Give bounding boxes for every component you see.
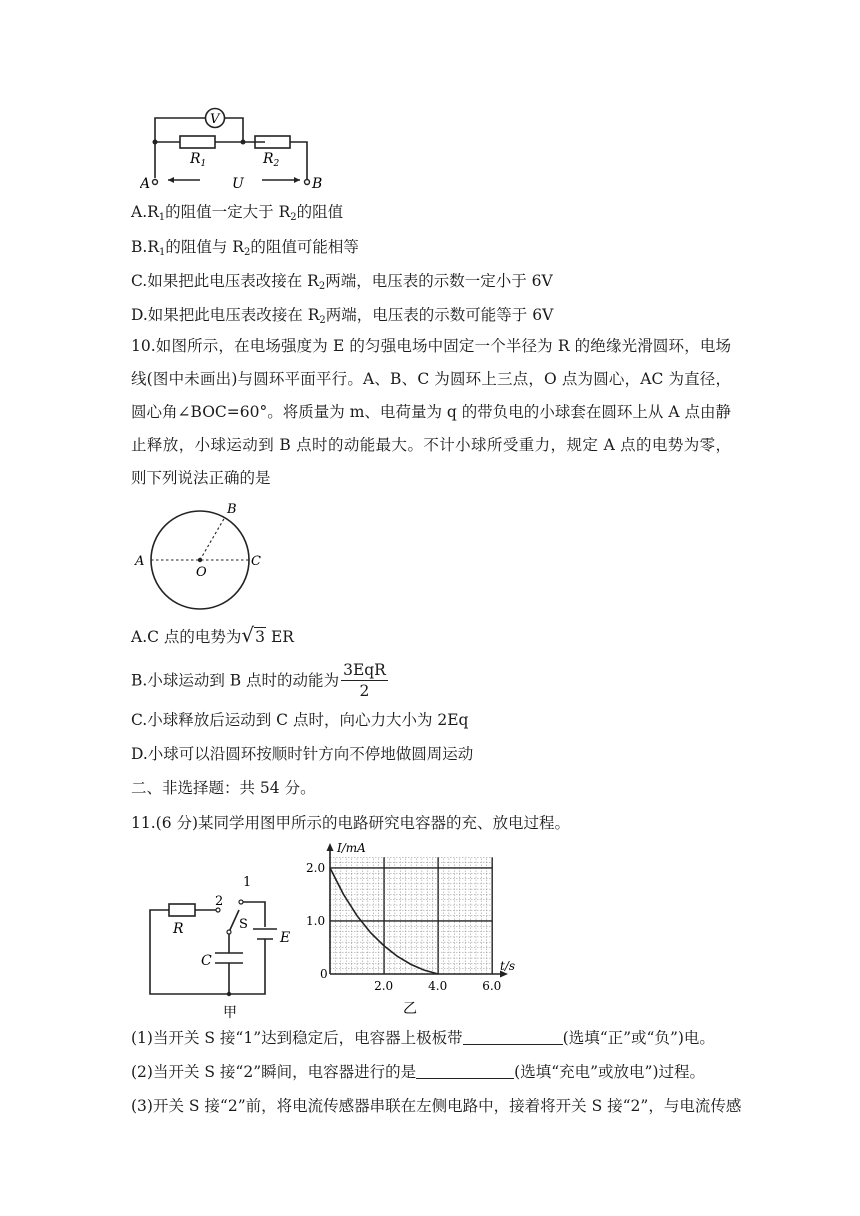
y-tick-label: 2.0 bbox=[306, 860, 326, 875]
r2-sub: 2 bbox=[273, 159, 280, 169]
fraction-denominator: 2 bbox=[359, 682, 370, 700]
x-tick-label: 6.0 bbox=[482, 979, 502, 993]
terminal-2-label: 2 bbox=[215, 894, 224, 909]
answer-blank-1[interactable] bbox=[463, 1028, 563, 1045]
caption-jia: 甲 bbox=[223, 1005, 237, 1020]
q9-option-b: $B.R_1$的阻值与 $R_2$的阻值可能相等 bbox=[131, 238, 359, 258]
terminal-a-label: A bbox=[140, 176, 151, 192]
r1-sub: 1 bbox=[200, 159, 207, 169]
q10-option-b: B.小球运动到 B 点时的动能为 $\frac{\text{3EqR}}{2}$ bbox=[131, 661, 386, 700]
terminal-b-label: B bbox=[312, 176, 323, 192]
y-tick-label: 0 bbox=[320, 967, 328, 981]
voltage-u-label: U bbox=[232, 176, 244, 192]
svg-text:R2 bbox=[262, 151, 280, 169]
y-tick-label: 1.0 bbox=[306, 913, 326, 928]
battery-e-label: E bbox=[280, 930, 291, 946]
point-b-label: B bbox=[227, 502, 237, 517]
terminal-1-label: 1 bbox=[243, 875, 252, 890]
ring-figure bbox=[133, 500, 268, 612]
q10-option-d: D.小球可以沿圆环按顺时针方向不停地做圆周运动 bbox=[131, 745, 474, 763]
q10-option-a: A.C 点的电势为√3 ER bbox=[131, 623, 294, 647]
caption-yi: 乙 bbox=[403, 1001, 417, 1017]
point-o-label: O bbox=[196, 565, 207, 580]
q11-part2: (2)当开关 S 接“2”瞬间，电容器进行的是 (选填“充电”或放电”)过程。 bbox=[131, 1063, 706, 1081]
fraction-numerator: 3EqR bbox=[343, 661, 386, 679]
r2-label: R bbox=[263, 151, 274, 167]
current-time-chart bbox=[305, 838, 525, 1018]
answer-blank-2[interactable] bbox=[416, 1062, 514, 1079]
capacitor-circuit-figure bbox=[145, 862, 295, 1020]
q9-option-c: C.如果把此电压表改接在 $R_2$两端，电压表的示数一定小于 6V bbox=[131, 272, 553, 292]
point-c-label: C bbox=[251, 554, 261, 569]
y-axis-label: I/mA bbox=[337, 841, 366, 855]
q11-part1: (1)当开关 S 接“1”达到稳定后，电容器上极板带 (选填“正”或“负”)电。 bbox=[131, 1029, 715, 1047]
x-axis-label: t/s bbox=[500, 959, 516, 973]
q9-option-d: D.如果把此电压表改接在 $R_2$两端，电压表的示数可能等于 6V bbox=[131, 306, 554, 326]
point-a-label: A bbox=[135, 554, 145, 569]
svg-text:R1 bbox=[189, 151, 206, 169]
q10-stem: 10.如图所示，在电场强度为 E 的匀强电场中固定一个半径为 R 的绝缘光滑圆环，电场线(图中未画出)与圆环平面平行。A、B、C 为圆环上三点，O 点为圆心，AC 为直径，圆心角∠BOC=60°。将质量为 m、电荷量为 q 的带负电的小球套在圆环上从 A 点由静止释放，小球运动到 B 点时的动能最大。不计小球所受重力，规定 A 点的电势为零，则下列说法正确的是 bbox=[131, 337, 731, 487]
resistor-r-label: R bbox=[173, 921, 184, 937]
q9-option-a: $A.R_1$的阻值一定大于 $R_2$的阻值 bbox=[131, 203, 344, 223]
q11-stem: 11.(6 分)某同学用图甲所示的电路研究电容器的充、放电过程。 bbox=[131, 814, 571, 832]
x-tick-label: 2.0 bbox=[374, 979, 394, 993]
q11-part3: (3)开关 S 接“2”前，将电流传感器串联在左侧电路中，接着将开关 S 接“2”，与电流传感 bbox=[131, 1097, 742, 1115]
capacitor-c-label: C bbox=[201, 953, 212, 969]
section-heading: 二、非选择题：共 54 分。 bbox=[131, 779, 316, 797]
switch-s-label: S bbox=[239, 917, 248, 932]
x-tick-label: 4.0 bbox=[428, 979, 448, 993]
q10-option-c: C.小球释放后运动到 C 点时，向心力大小为 2Eq bbox=[131, 711, 469, 729]
circuit-voltmeter-figure bbox=[140, 100, 340, 195]
r1-label: R bbox=[190, 151, 201, 167]
voltmeter-label: V bbox=[210, 112, 220, 127]
